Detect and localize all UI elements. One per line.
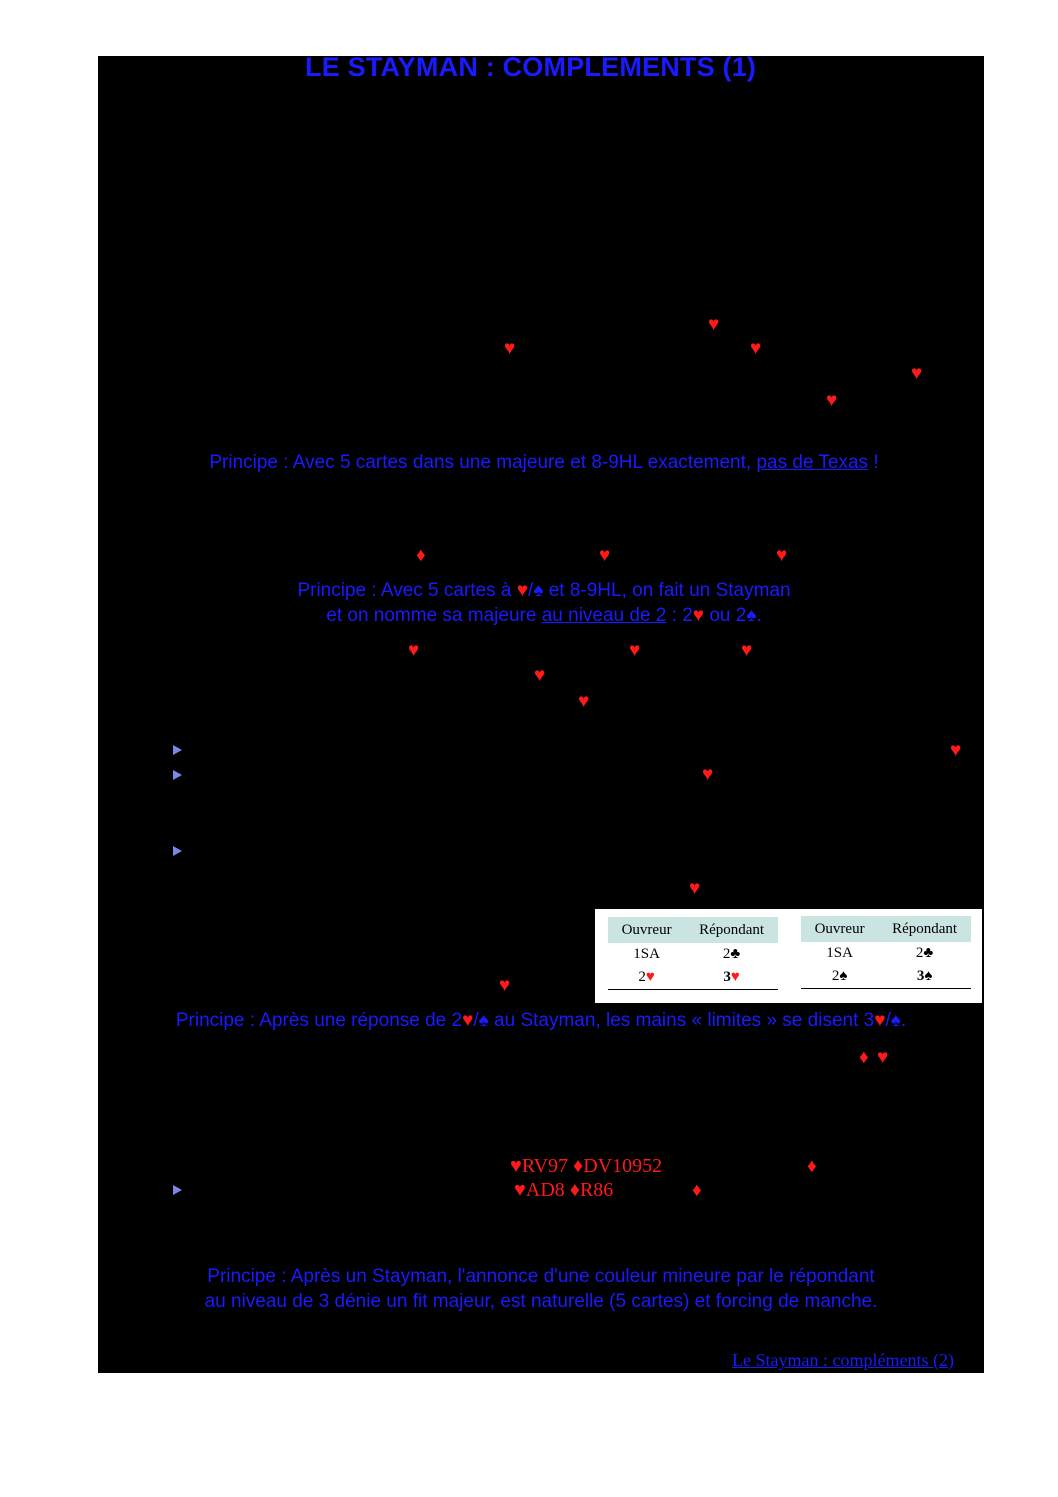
principle-2-line-2: et on nomme sa majeure au niveau de 2 : 2♥ ou 2♠.	[326, 605, 762, 626]
diamond-icon: ♦	[692, 1180, 702, 1201]
document-page	[98, 52, 984, 1373]
table-cell: 2♣	[722, 946, 741, 962]
bullet-icon	[173, 846, 182, 856]
page-title: LE STAYMAN : COMPLEMENTS (1)	[305, 52, 757, 82]
bullet-icon	[173, 1185, 182, 1195]
heart-icon: ♥	[776, 545, 788, 566]
heart-icon: ♥	[750, 338, 762, 359]
bullet-icon	[173, 745, 182, 755]
hand-example-1: ♥RV97 ♦DV10952	[510, 1155, 663, 1177]
heart-icon: ♥	[741, 640, 753, 661]
heart-icon: ♥	[504, 338, 516, 359]
heart-icon: ♥	[534, 665, 546, 686]
heart-icon: ♥	[702, 764, 714, 785]
next-page-link[interactable]: Le Stayman : compléments (2)	[732, 1350, 954, 1370]
principle-4-line-2: au niveau de 3 dénie un fit majeur, est naturelle (5 cartes) et forcing de manche.	[204, 1291, 878, 1312]
principle-2-line-1: Principe : Avec 5 cartes à ♥/♠ et 8-9HL, on fait un Stayman	[297, 580, 791, 601]
heart-icon: ♥	[911, 363, 923, 384]
diamond-icon: ♦	[416, 545, 426, 566]
heart-icon: ♥	[499, 975, 511, 996]
principle-1: Principe : Avec 5 cartes dans une majeure et 8-9HL exactement, pas de Texas !	[209, 452, 879, 473]
heart-icon: ♥	[826, 390, 838, 411]
principle-4-line-1: Principe : Après un Stayman, l'annonce d'une couleur mineure par le répondant	[207, 1266, 875, 1287]
diamond-icon: ♦	[859, 1047, 869, 1068]
table-cell: 3♠	[878, 965, 971, 989]
heart-icon: ♥	[578, 691, 590, 712]
table-header: Ouvreur	[801, 916, 878, 942]
heart-icon: ♥	[689, 878, 701, 899]
table-cell: 2♣	[915, 945, 934, 961]
bullet-icon	[173, 770, 182, 780]
table-header: Ouvreur	[608, 917, 685, 943]
table-cell: 1SA	[826, 945, 853, 961]
heart-icon: ♥	[408, 640, 420, 661]
bidding-table-hearts	[608, 917, 778, 990]
table-cell: 2♥	[608, 966, 685, 990]
bidding-table-spades	[801, 916, 971, 989]
heart-icon: ♥	[599, 545, 611, 566]
table-cell: 1SA	[633, 946, 660, 962]
table-cell: 2♠	[801, 965, 878, 989]
table-header: Répondant	[878, 916, 971, 942]
table-header: Répondant	[685, 917, 778, 943]
heart-icon: ♥	[950, 740, 962, 761]
table-cell: 3♥	[685, 966, 778, 990]
heart-icon: ♥	[708, 314, 720, 335]
principle-3: Principe : Après une réponse de 2♥/♠ au Stayman, les mains « limites » se disent 3♥/♠.	[175, 1010, 907, 1031]
bidding-tables-panel	[595, 909, 982, 1003]
diamond-icon: ♦	[807, 1156, 817, 1177]
heart-icon: ♥	[629, 640, 641, 661]
heart-icon: ♥	[877, 1047, 889, 1068]
hand-example-2: ♥AD8 ♦R86	[514, 1179, 614, 1201]
